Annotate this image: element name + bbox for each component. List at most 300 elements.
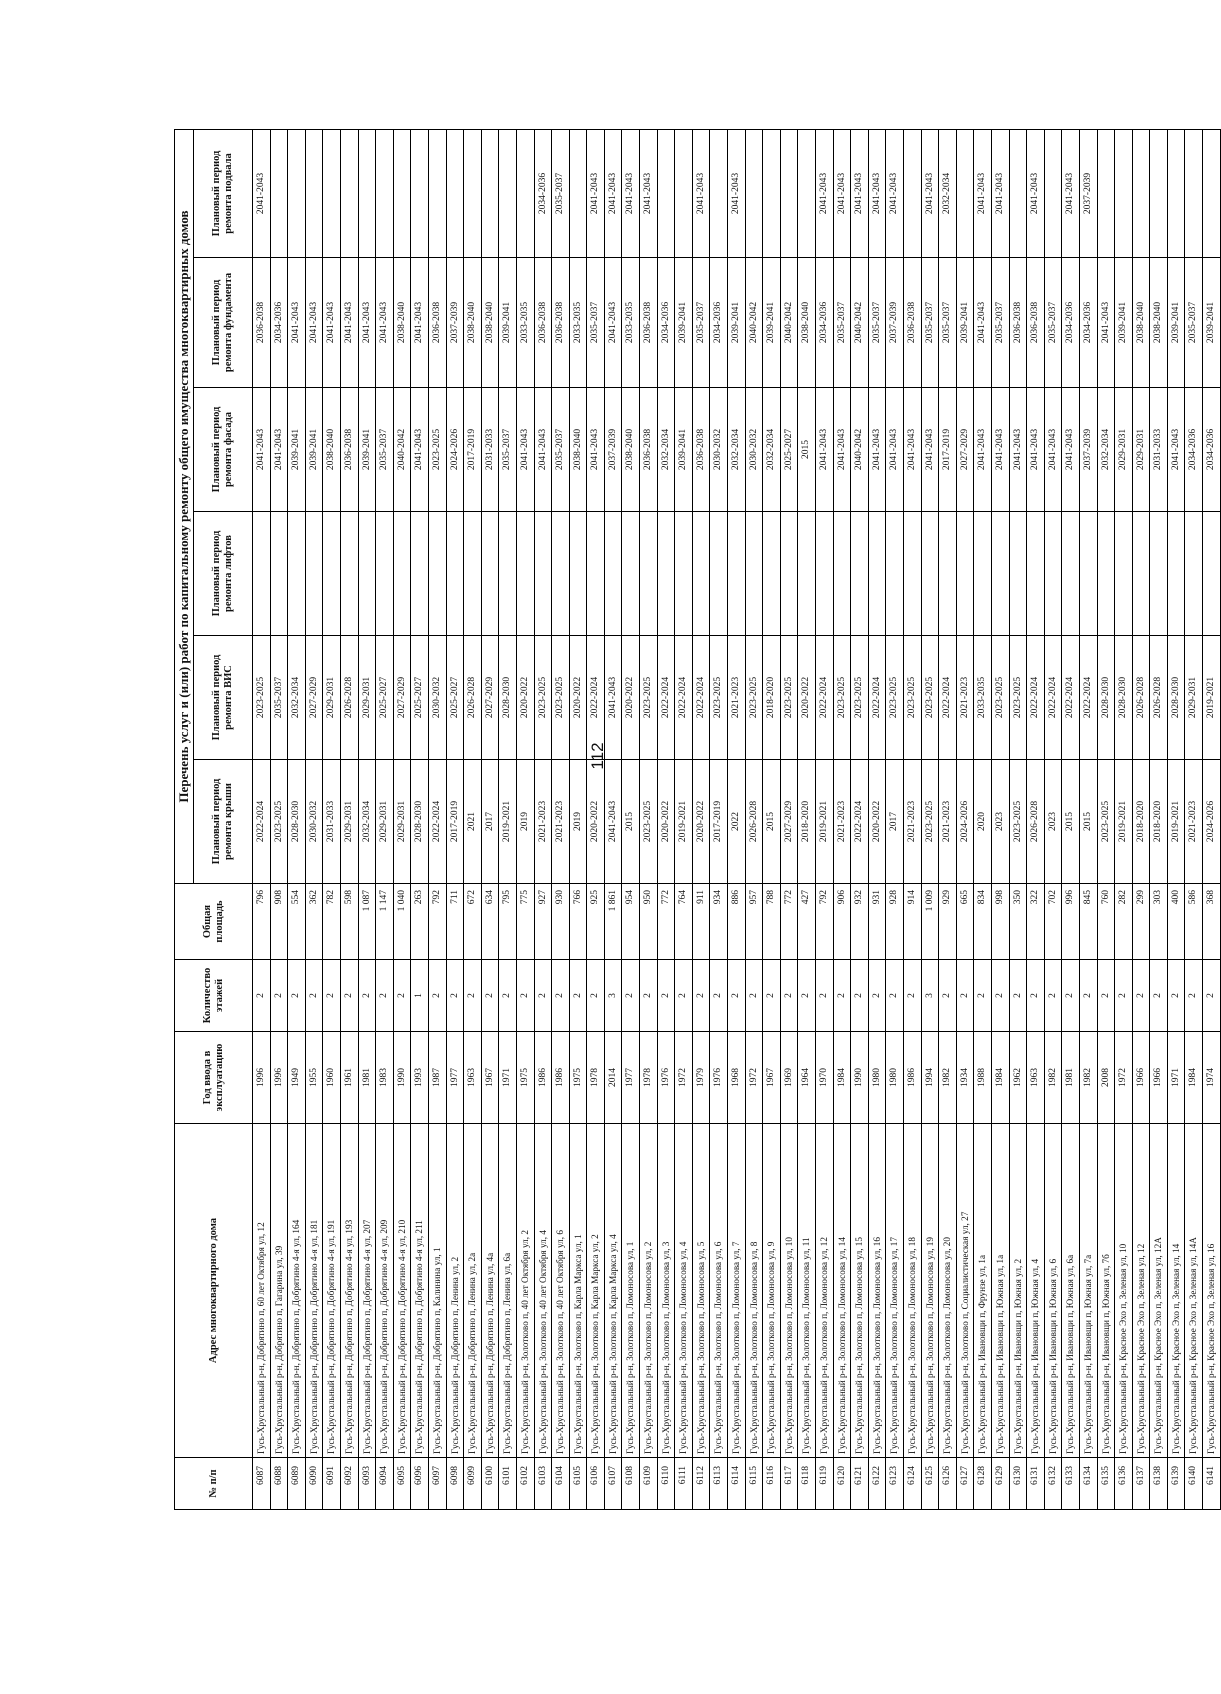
cell-address: Гусь-Хрустальный р-н, Золотково п, Карла Маркса ул, 2	[587, 1124, 605, 1458]
table-row	[657, 130, 675, 1510]
cell-lift	[516, 512, 534, 636]
cell-year: 1978	[640, 1032, 658, 1124]
table-row	[305, 130, 323, 1510]
cell-area: 711	[446, 884, 464, 960]
cell-floors: 2	[1167, 960, 1185, 1032]
cell-roof: 2023	[1044, 760, 1062, 884]
cell-area: 598	[340, 884, 358, 960]
table-row	[323, 130, 341, 1510]
cell-num: 6113	[710, 1458, 728, 1510]
table-row	[728, 130, 746, 1510]
page-number: 112	[588, 742, 607, 770]
cell-roof: 2020-2022	[657, 760, 675, 884]
cell-foundation: 2035-2037	[991, 258, 1009, 388]
cell-floors: 2	[1115, 960, 1133, 1032]
cell-basement	[657, 130, 675, 258]
cell-num: 6135	[1097, 1458, 1115, 1510]
cell-basement	[710, 130, 728, 258]
table-row	[780, 130, 798, 1510]
cell-lift	[1079, 512, 1097, 636]
cell-num: 6108	[622, 1458, 640, 1510]
cell-address: Гусь-Хрустальный р-н, Золотково п, Ломоносова ул, 2	[640, 1124, 658, 1458]
cell-year: 1986	[552, 1032, 570, 1124]
cell-facade: 2032-2034	[728, 388, 746, 512]
cell-basement	[1097, 130, 1115, 258]
cell-foundation: 2039-2041	[1167, 258, 1185, 388]
cell-basement	[1009, 130, 1027, 258]
table-row	[816, 130, 834, 1510]
cell-basement	[428, 130, 446, 258]
cell-roof: 2021-2023	[1185, 760, 1203, 884]
cell-roof: 2018-2020	[1150, 760, 1168, 884]
cell-vis: 2025-2027	[446, 636, 464, 760]
cell-address: Гусь-Хрустальный р-н, Золотково п, Социалистическая ул, 27	[956, 1124, 974, 1458]
cell-year: 1978	[587, 1032, 605, 1124]
cell-floors: 2	[763, 960, 781, 1032]
cell-basement: 2041-2043	[974, 130, 992, 258]
cell-floors: 2	[798, 960, 816, 1032]
cell-facade: 2041-2043	[253, 388, 271, 512]
table-row	[1079, 130, 1097, 1510]
table-row	[745, 130, 763, 1510]
table-row	[516, 130, 534, 1510]
cell-lift	[464, 512, 482, 636]
cell-num: 6095	[393, 1458, 411, 1510]
cell-num: 6105	[569, 1458, 587, 1510]
table-row	[939, 130, 957, 1510]
cell-address: Гусь-Хрустальный р-н, Добрятино п, Ленина ул, 2а	[464, 1124, 482, 1458]
cell-facade: 2041-2043	[1009, 388, 1027, 512]
cell-foundation: 2034-2036	[1079, 258, 1097, 388]
cell-address: Гусь-Хрустальный р-н, Золотково п, Ломоносова ул, 20	[939, 1124, 957, 1458]
cell-basement	[323, 130, 341, 258]
cell-address: Гусь-Хрустальный р-н, Добрятино п, Добрятино 4-я ул, 193	[340, 1124, 358, 1458]
cell-basement	[569, 130, 587, 258]
cell-lift	[763, 512, 781, 636]
table-body	[253, 130, 1221, 1510]
cell-vis: 2023-2025	[991, 636, 1009, 760]
header-vis: Плановый период ремонта ВИС	[194, 636, 253, 760]
cell-roof: 2018-2020	[1132, 760, 1150, 884]
cell-foundation: 2036-2038	[253, 258, 271, 388]
cell-basement: 2034-2036	[534, 130, 552, 258]
cell-num: 6104	[552, 1458, 570, 1510]
cell-year: 1975	[516, 1032, 534, 1124]
cell-lift	[499, 512, 517, 636]
cell-num: 6120	[833, 1458, 851, 1510]
cell-area: 795	[499, 884, 517, 960]
cell-facade: 2037-2039	[604, 388, 622, 512]
cell-area: 1 040	[393, 884, 411, 960]
cell-year: 2008	[1097, 1032, 1115, 1124]
cell-year: 1949	[288, 1032, 306, 1124]
table-row	[1115, 130, 1133, 1510]
cell-facade: 2041-2043	[270, 388, 288, 512]
cell-roof: 2021-2023	[939, 760, 957, 884]
cell-floors: 2	[464, 960, 482, 1032]
cell-num: 6088	[270, 1458, 288, 1510]
cell-num: 6107	[604, 1458, 622, 1510]
cell-basement	[464, 130, 482, 258]
cell-num: 6136	[1115, 1458, 1133, 1510]
header-lift: Плановый период ремонта лифтов	[194, 512, 253, 636]
cell-basement	[956, 130, 974, 258]
cell-foundation: 2041-2043	[358, 258, 376, 388]
cell-lift	[622, 512, 640, 636]
cell-vis: 2022-2024	[587, 636, 605, 760]
table-row	[1150, 130, 1168, 1510]
cell-floors: 2	[745, 960, 763, 1032]
cell-facade: 2023-2025	[428, 388, 446, 512]
cell-foundation: 2041-2043	[974, 258, 992, 388]
cell-year: 1974	[1203, 1032, 1221, 1124]
cell-foundation: 2041-2043	[323, 258, 341, 388]
cell-area: 957	[745, 884, 763, 960]
cell-area: 1 147	[376, 884, 394, 960]
cell-area: 665	[956, 884, 974, 960]
cell-address: Гусь-Хрустальный р-н, Ивановщи п, Фрунзе ул, 1а	[974, 1124, 992, 1458]
cell-area: 931	[868, 884, 886, 960]
cell-vis: 2022-2024	[692, 636, 710, 760]
cell-facade: 2041-2043	[1062, 388, 1080, 512]
cell-floors: 2	[675, 960, 693, 1032]
cell-foundation: 2041-2043	[305, 258, 323, 388]
cell-roof: 2029-2031	[340, 760, 358, 884]
header-facade: Плановый период ремонта фасада	[194, 388, 253, 512]
cell-foundation: 2036-2038	[1027, 258, 1045, 388]
cell-foundation: 2041-2043	[1097, 258, 1115, 388]
cell-address: Гусь-Хрустальный р-н, Красное Эхо п, Зеленая ул, 14	[1167, 1124, 1185, 1458]
header-num: № п/п	[175, 1458, 253, 1510]
cell-num: 6099	[464, 1458, 482, 1510]
cell-num: 6090	[305, 1458, 323, 1510]
cell-floors: 2	[305, 960, 323, 1032]
cell-floors: 2	[1079, 960, 1097, 1032]
table-row	[411, 130, 429, 1510]
cell-basement	[516, 130, 534, 258]
cell-num: 6130	[1009, 1458, 1027, 1510]
cell-roof: 2019-2021	[499, 760, 517, 884]
table-row	[1044, 130, 1062, 1510]
cell-roof: 2041-2043	[604, 760, 622, 884]
cell-facade: 2035-2037	[499, 388, 517, 512]
cell-facade: 2031-2033	[1150, 388, 1168, 512]
cell-basement	[288, 130, 306, 258]
cell-roof: 2017	[481, 760, 499, 884]
cell-foundation: 2040-2042	[851, 258, 869, 388]
cell-vis: 2022-2024	[1027, 636, 1045, 760]
cell-address: Гусь-Хрустальный р-н, Золотково п, Ломоносова ул, 18	[903, 1124, 921, 1458]
cell-foundation: 2035-2037	[939, 258, 957, 388]
cell-year: 1996	[253, 1032, 271, 1124]
cell-basement	[1044, 130, 1062, 258]
cell-floors: 2	[340, 960, 358, 1032]
table-row	[622, 130, 640, 1510]
cell-vis: 2020-2022	[516, 636, 534, 760]
cell-num: 6128	[974, 1458, 992, 1510]
header-roof: Плановый период ремонта крыши	[194, 760, 253, 884]
cell-lift	[956, 512, 974, 636]
cell-floors: 2	[851, 960, 869, 1032]
cell-vis: 2023-2025	[534, 636, 552, 760]
cell-area: 350	[1009, 884, 1027, 960]
cell-vis: 2023-2025	[886, 636, 904, 760]
cell-foundation: 2033-2035	[516, 258, 534, 388]
cell-roof: 2023-2025	[921, 760, 939, 884]
cell-facade: 2041-2043	[886, 388, 904, 512]
cell-lift	[376, 512, 394, 636]
cell-lift	[1132, 512, 1150, 636]
cell-facade: 2041-2043	[1044, 388, 1062, 512]
cell-foundation: 2040-2042	[780, 258, 798, 388]
cell-foundation: 2038-2040	[464, 258, 482, 388]
cell-foundation: 2036-2038	[428, 258, 446, 388]
cell-facade: 2017-2019	[939, 388, 957, 512]
cell-year: 1993	[411, 1032, 429, 1124]
cell-area: 792	[816, 884, 834, 960]
cell-floors: 2	[868, 960, 886, 1032]
table-row	[552, 130, 570, 1510]
cell-lift	[305, 512, 323, 636]
cell-num: 6141	[1203, 1458, 1221, 1510]
cell-num: 6114	[728, 1458, 746, 1510]
table-row	[569, 130, 587, 1510]
cell-basement: 2041-2043	[851, 130, 869, 258]
cell-year: 1986	[534, 1032, 552, 1124]
cell-basement: 2041-2043	[921, 130, 939, 258]
cell-address: Гусь-Хрустальный р-н, Золотково п, Ломоносова ул, 17	[886, 1124, 904, 1458]
cell-year: 1964	[798, 1032, 816, 1124]
cell-floors: 2	[323, 960, 341, 1032]
cell-year: 1963	[1027, 1032, 1045, 1124]
cell-basement	[393, 130, 411, 258]
cell-num: 6096	[411, 1458, 429, 1510]
cell-address: Гусь-Хрустальный р-н, Ивановщи п, Южная ул, 1а	[991, 1124, 1009, 1458]
cell-basement	[446, 130, 464, 258]
cell-year: 1960	[323, 1032, 341, 1124]
cell-year: 1981	[358, 1032, 376, 1124]
cell-year: 1981	[1062, 1032, 1080, 1124]
cell-facade: 2039-2041	[358, 388, 376, 512]
cell-lift	[323, 512, 341, 636]
cell-basement	[499, 130, 517, 258]
cell-basement	[1115, 130, 1133, 258]
cell-address: Гусь-Хрустальный р-н, Золотково п, Ломоносова ул, 14	[833, 1124, 851, 1458]
cell-num: 6133	[1062, 1458, 1080, 1510]
cell-floors: 2	[1185, 960, 1203, 1032]
cell-floors: 2	[692, 960, 710, 1032]
cell-year: 1976	[657, 1032, 675, 1124]
cell-vis: 2025-2027	[376, 636, 394, 760]
table-row	[340, 130, 358, 1510]
cell-year: 1977	[446, 1032, 464, 1124]
cell-num: 6127	[956, 1458, 974, 1510]
cell-vis: 2023-2025	[1009, 636, 1027, 760]
cell-roof: 2019-2021	[1167, 760, 1185, 884]
cell-year: 1988	[974, 1032, 992, 1124]
cell-roof: 2019-2021	[675, 760, 693, 884]
header-floors: Количество этажей	[175, 960, 253, 1032]
cell-year: 1979	[692, 1032, 710, 1124]
cell-lift	[1009, 512, 1027, 636]
cell-area: 282	[1115, 884, 1133, 960]
cell-floors: 2	[833, 960, 851, 1032]
cell-num: 6097	[428, 1458, 446, 1510]
cell-foundation: 2034-2036	[657, 258, 675, 388]
cell-vis: 2026-2028	[1132, 636, 1150, 760]
cell-num: 6098	[446, 1458, 464, 1510]
cell-vis: 2029-2031	[1185, 636, 1203, 760]
cell-area: 263	[411, 884, 429, 960]
cell-floors: 2	[516, 960, 534, 1032]
cell-address: Гусь-Хрустальный р-н, Золотково п, 40 лет Октября ул, 2	[516, 1124, 534, 1458]
cell-roof: 2017-2019	[446, 760, 464, 884]
cell-floors: 2	[446, 960, 464, 1032]
cell-facade: 2034-2036	[1203, 388, 1221, 512]
cell-area: 554	[288, 884, 306, 960]
cell-basement	[1185, 130, 1203, 258]
cell-foundation: 2037-2039	[446, 258, 464, 388]
cell-basement: 2041-2043	[886, 130, 904, 258]
cell-foundation: 2041-2043	[411, 258, 429, 388]
cell-lift	[991, 512, 1009, 636]
cell-roof: 2021-2023	[534, 760, 552, 884]
cell-roof: 2021-2023	[903, 760, 921, 884]
cell-vis: 2020-2022	[569, 636, 587, 760]
cell-basement	[675, 130, 693, 258]
cell-num: 6137	[1132, 1458, 1150, 1510]
cell-address: Гусь-Хрустальный р-н, Золотково п, Ломоносова ул, 11	[798, 1124, 816, 1458]
cell-basement	[305, 130, 323, 258]
cell-roof: 2028-2030	[288, 760, 306, 884]
cell-address: Гусь-Хрустальный р-н, Ивановщи п, Южная ул, 2	[1009, 1124, 1027, 1458]
cell-year: 1987	[428, 1032, 446, 1124]
cell-roof: 2021	[464, 760, 482, 884]
cell-year: 1982	[1079, 1032, 1097, 1124]
cell-lift	[692, 512, 710, 636]
cell-address: Гусь-Хрустальный р-н, Золотково п, Ломоносова ул, 10	[780, 1124, 798, 1458]
cell-area: 930	[552, 884, 570, 960]
cell-floors: 2	[903, 960, 921, 1032]
cell-num: 6123	[886, 1458, 904, 1510]
cell-vis: 2030-2032	[428, 636, 446, 760]
cell-foundation: 2035-2037	[868, 258, 886, 388]
cell-num: 6112	[692, 1458, 710, 1510]
cell-address: Гусь-Хрустальный р-н, Золотково п, Ломоносова ул, 6	[710, 1124, 728, 1458]
cell-lift	[270, 512, 288, 636]
cell-roof: 2029-2031	[393, 760, 411, 884]
cell-area: 834	[974, 884, 992, 960]
cell-facade: 2038-2040	[569, 388, 587, 512]
cell-vis: 2023-2025	[253, 636, 271, 760]
cell-area: 796	[253, 884, 271, 960]
cell-lift	[710, 512, 728, 636]
cell-area: 950	[640, 884, 658, 960]
cell-address: Гусь-Хрустальный р-н, Добрятино п, Добрятино 4-я ул, 209	[376, 1124, 394, 1458]
cell-year: 1972	[1115, 1032, 1133, 1124]
cell-floors: 2	[974, 960, 992, 1032]
cell-floors: 2	[1062, 960, 1080, 1032]
cell-facade: 2024-2026	[446, 388, 464, 512]
cell-floors: 2	[780, 960, 798, 1032]
cell-area: 702	[1044, 884, 1062, 960]
cell-facade: 2029-2031	[1115, 388, 1133, 512]
cell-year: 1963	[464, 1032, 482, 1124]
cell-foundation: 2036-2038	[534, 258, 552, 388]
cell-vis: 2028-2030	[499, 636, 517, 760]
table-row	[358, 130, 376, 1510]
table-row	[1203, 130, 1221, 1510]
cell-address: Гусь-Хрустальный р-н, Ивановщи п, Южная ул, 7а	[1079, 1124, 1097, 1458]
cell-num: 6134	[1079, 1458, 1097, 1510]
cell-num: 6100	[481, 1458, 499, 1510]
cell-address: Гусь-Хрустальный р-н, Добрятино п, Ленина ул, 6а	[499, 1124, 517, 1458]
cell-foundation: 2035-2037	[692, 258, 710, 388]
cell-year: 1955	[305, 1032, 323, 1124]
cell-roof: 2023-2025	[270, 760, 288, 884]
cell-num: 6121	[851, 1458, 869, 1510]
cell-year: 1982	[939, 1032, 957, 1124]
cell-vis: 2022-2024	[939, 636, 957, 760]
cell-lift	[411, 512, 429, 636]
cell-roof: 2028-2030	[411, 760, 429, 884]
cell-year: 1968	[728, 1032, 746, 1124]
cell-facade: 2031-2033	[481, 388, 499, 512]
cell-num: 6111	[675, 1458, 693, 1510]
cell-vis: 2023-2025	[552, 636, 570, 760]
cell-year: 1994	[921, 1032, 939, 1124]
cell-vis: 2023-2025	[780, 636, 798, 760]
cell-facade: 2039-2041	[288, 388, 306, 512]
cell-area: 1 861	[604, 884, 622, 960]
cell-lift	[604, 512, 622, 636]
cell-address: Гусь-Хрустальный р-н, Золотково п, Ломоносова ул, 15	[851, 1124, 869, 1458]
cell-basement	[340, 130, 358, 258]
cell-lift	[921, 512, 939, 636]
cell-year: 1990	[851, 1032, 869, 1124]
cell-foundation: 2036-2038	[903, 258, 921, 388]
cell-floors: 2	[481, 960, 499, 1032]
cell-address: Гусь-Хрустальный р-н, Золотково п, 40 лет Октября ул, 6	[552, 1124, 570, 1458]
cell-floors: 2	[1203, 960, 1221, 1032]
cell-year: 1982	[1044, 1032, 1062, 1124]
cell-vis: 2018-2020	[763, 636, 781, 760]
table-row	[393, 130, 411, 1510]
cell-foundation: 2034-2036	[270, 258, 288, 388]
cell-roof: 2020-2022	[587, 760, 605, 884]
cell-num: 6115	[745, 1458, 763, 1510]
cell-floors: 2	[710, 960, 728, 1032]
cell-lift	[657, 512, 675, 636]
cell-num: 6126	[939, 1458, 957, 1510]
cell-area: 1 009	[921, 884, 939, 960]
table-row	[1167, 130, 1185, 1510]
cell-basement	[1167, 130, 1185, 258]
table-row	[1027, 130, 1045, 1510]
table-row	[1132, 130, 1150, 1510]
cell-basement: 2035-2037	[552, 130, 570, 258]
cell-year: 1970	[816, 1032, 834, 1124]
cell-address: Гусь-Хрустальный р-н, Золотково п, Ломоносова ул, 4	[675, 1124, 693, 1458]
cell-address: Гусь-Хрустальный р-н, Добрятино п, Калинина ул, 1	[428, 1124, 446, 1458]
cell-lift	[903, 512, 921, 636]
cell-facade: 2038-2040	[323, 388, 341, 512]
cell-lift	[780, 512, 798, 636]
cell-basement: 2041-2043	[1062, 130, 1080, 258]
cell-area: 766	[569, 884, 587, 960]
table-row	[288, 130, 306, 1510]
cell-facade: 2041-2043	[1167, 388, 1185, 512]
